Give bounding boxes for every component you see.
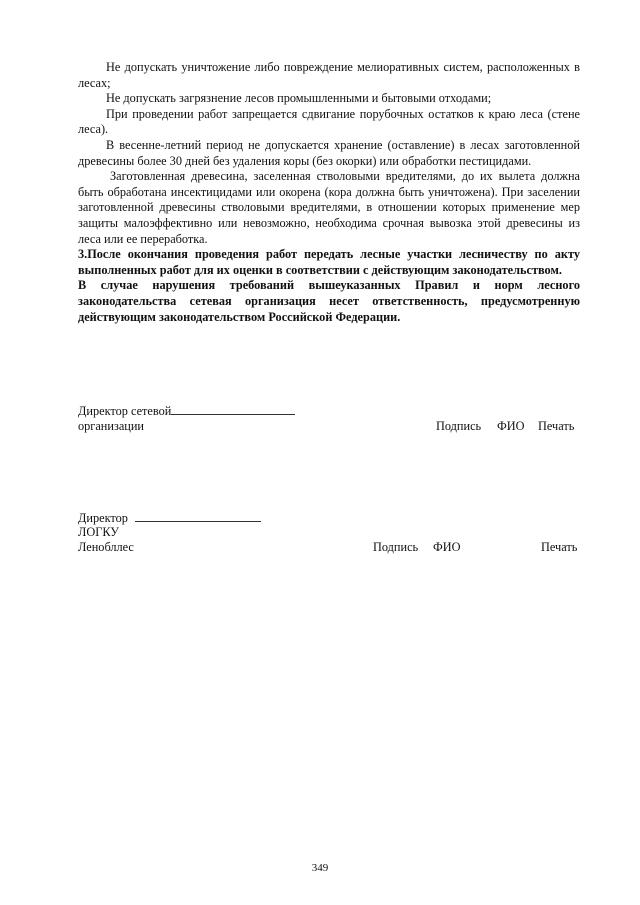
signature-1-stamp-label: Печать bbox=[538, 419, 575, 433]
page-number: 349 bbox=[311, 862, 329, 874]
paragraph-seasonal-storage: В весенне-летний период не допускается хранение (оставление) в лесах заготовленной древесины более 30 дней без удаления коры (без окорки) или обработки пестицидами. bbox=[78, 137, 580, 168]
signature-1-line bbox=[171, 403, 295, 415]
signature-2-org: ЛОГКУ bbox=[78, 525, 119, 539]
paragraph-pollution: Не допускать загрязнение лесов промышленными и бытовыми отходами; bbox=[106, 91, 492, 106]
paragraph-logging-residue: При проведении работ запрещается сдвигание порубочных остатков к краю леса (стене леса). bbox=[78, 106, 580, 137]
paragraph-melioration: Не допускать уничтожение либо повреждение мелиоративных систем, расположенных в лесах; bbox=[78, 60, 580, 90]
signature-2-fio-label: ФИО bbox=[433, 540, 461, 554]
signature-1-sign-label: Подпись bbox=[436, 419, 482, 433]
signature-2-stamp-label: Печать bbox=[541, 540, 578, 554]
signature-1-role: Директор сетевой bbox=[78, 404, 172, 418]
signature-2-line bbox=[135, 510, 261, 522]
document-body bbox=[78, 60, 580, 325]
signature-1-fio-label: ФИО bbox=[497, 419, 525, 433]
paragraph-liability: В случае нарушения требований вышеуказанных Правил и норм лесного законодательства сетевая организация несет ответственность, предусмотренную действующим законодательством Российской Федерации. bbox=[78, 278, 580, 324]
signature-1-title bbox=[78, 403, 295, 420]
signature-2-org-name: Ленобллес bbox=[78, 540, 134, 554]
signature-2-role: Директор bbox=[78, 511, 128, 525]
signature-2-sign-label: Подпись bbox=[373, 540, 419, 554]
signature-1-org: организации bbox=[78, 419, 145, 433]
paragraph-pest-treatment: Заготовленная древесина, заселенная стволовыми вредителями, до их вылета должна быть обработана инсектицидами или окорена (кора должна быть уничтожена). При заселении заготовленной древесины стволовыми вредителями, в отношении которых применение мер защиты малоэффективно или невозможно, необходима срочная вывозка этой древесины из леса или ее переработка. bbox=[78, 169, 580, 246]
paragraph-handover: 3.После окончания проведения работ передать лесные участки лесничеству по акту выполненных работ для их оценки в соответствии с действующим законодательством. bbox=[78, 247, 580, 277]
